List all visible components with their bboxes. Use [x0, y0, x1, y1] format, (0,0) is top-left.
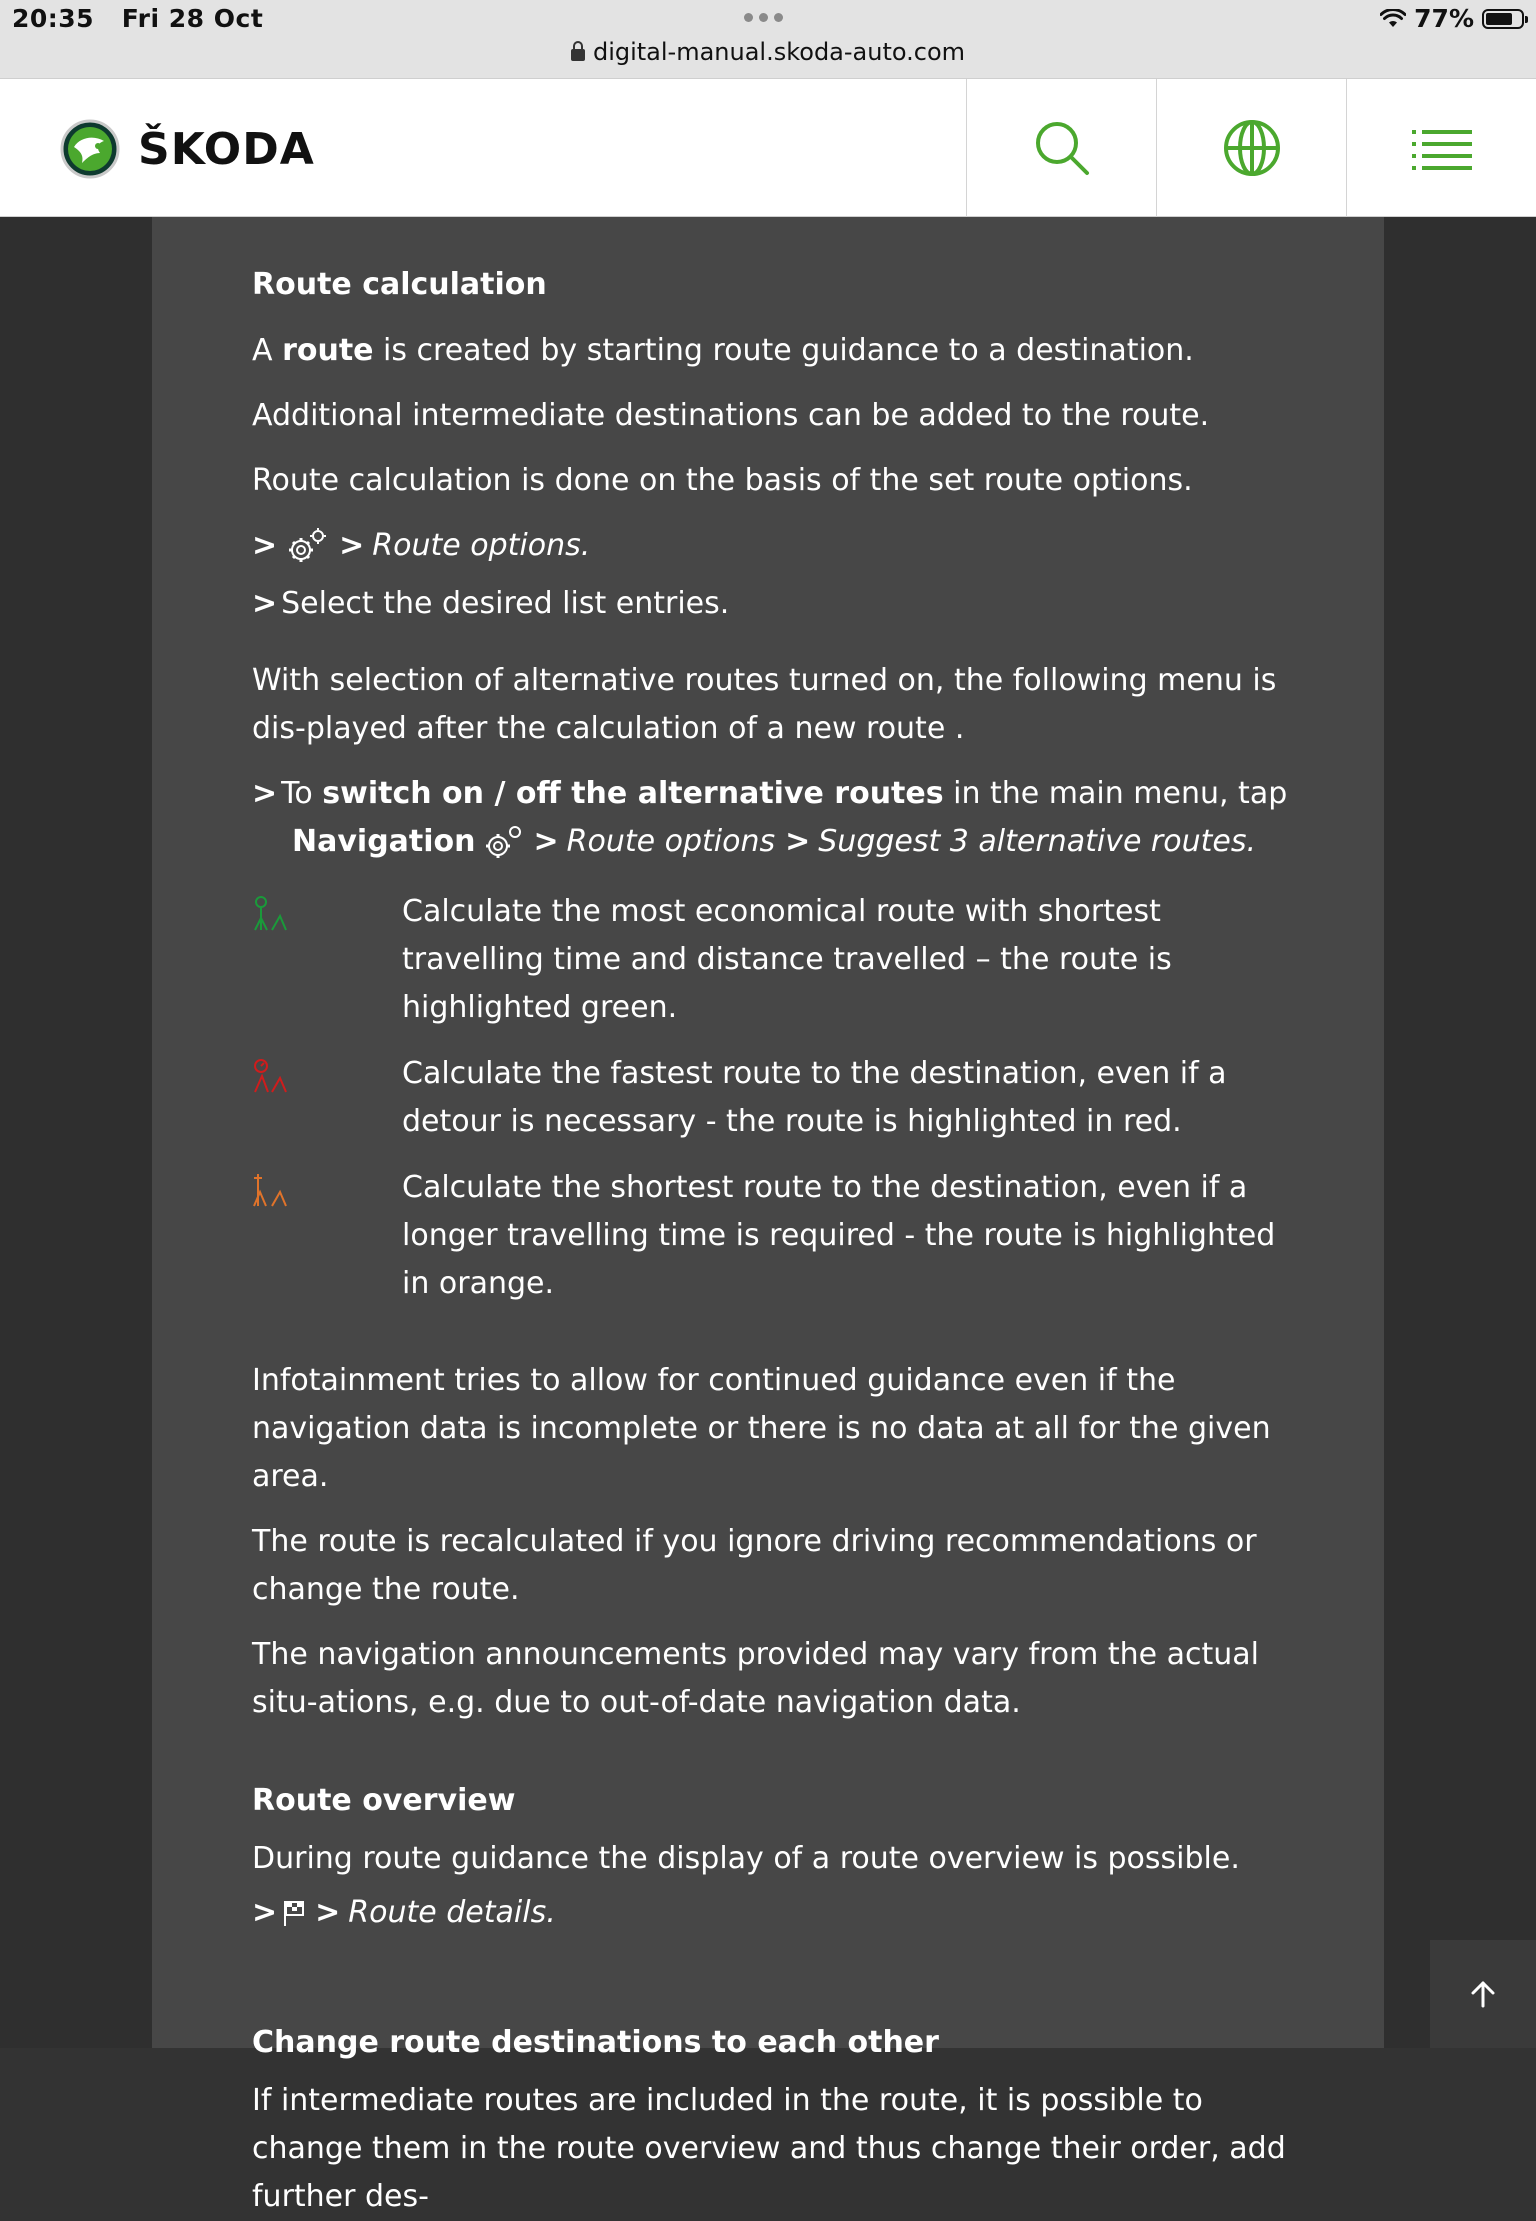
- language-button[interactable]: [1156, 79, 1347, 217]
- address-bar[interactable]: [0, 38, 1536, 66]
- skoda-logo-icon: [60, 119, 120, 179]
- search-button[interactable]: [966, 79, 1157, 217]
- paragraph: Additional intermediate destinations can be added to the route.: [252, 398, 1210, 433]
- multitask-dots[interactable]: [744, 13, 783, 22]
- paragraph: If intermediate routes are included in the route, it is possible to change them in the route overview and thus change their order, add further des-: [252, 2083, 1286, 2214]
- manual-content: [152, 217, 1384, 2214]
- economical-route-icon: [252, 894, 288, 934]
- url-text: digital-manual.skoda-auto.com: [592, 38, 966, 66]
- battery-percent: 77%: [1414, 4, 1474, 33]
- back-to-top-button[interactable]: [1430, 1940, 1536, 2048]
- battery-icon: [1482, 9, 1524, 29]
- route-type-list: [252, 888, 1292, 1308]
- route-text: Calculate the shortest route to the destination, even if a longer travelling time is required - the route is highlighted in orange.: [402, 1170, 1276, 1301]
- route-item-economical: [252, 888, 1292, 1032]
- route-item-fastest: [252, 1050, 1292, 1146]
- paragraph: During route guidance the display of a route overview is possible.: [252, 1841, 1240, 1876]
- page-margin-right: [1384, 217, 1536, 2048]
- brand-name: ŠKODA: [138, 123, 315, 175]
- page-margin-left: [0, 217, 152, 2048]
- step-route-options: > > Route options.: [252, 522, 1292, 570]
- status-right: [1380, 4, 1524, 33]
- route-item-shortest: [252, 1164, 1292, 1308]
- arrow-up-icon: [1468, 1979, 1498, 2009]
- paragraph: The navigation announcements provided may vary from the actual situ-ations, e.g. due to out-of-date navigation data.: [252, 1637, 1260, 1720]
- paragraph: A route is created by starting route guidance to a destination.: [252, 333, 1194, 368]
- heading-route-overview: Route overview: [252, 1783, 516, 1818]
- status-bar: [0, 0, 1536, 78]
- fastest-route-icon: [252, 1056, 288, 1096]
- route-options-link: Route options.: [372, 528, 591, 563]
- site-header: [0, 78, 1536, 217]
- route-text: Calculate the fastest route to the destination, even if a detour is necessary - the route is highlighted in red.: [402, 1056, 1227, 1139]
- search-icon: [1032, 118, 1092, 178]
- paragraph: Infotainment tries to allow for continued guidance even if the navigation data is incomplete or there is no data at all for the given area.: [252, 1363, 1271, 1494]
- lock-icon: [571, 49, 585, 61]
- step-alternative-routes: > To switch on / off the alternative routes in the main menu, tap Navigation > Route options > Suggest 3 alternative routes.: [252, 770, 1292, 866]
- route-text: Calculate the most economical route with shortest travelling time and distance travelled – the route is highlighted green.: [402, 894, 1172, 1025]
- heading-route-calculation: Route calculation: [252, 267, 547, 302]
- settings-icon: [285, 526, 329, 566]
- settings-icon: [482, 822, 526, 862]
- skoda-logo[interactable]: [60, 119, 315, 179]
- menu-button[interactable]: [1346, 79, 1536, 217]
- paragraph: Route calculation is done on the basis of the set route options.: [252, 463, 1193, 498]
- manual-article: [252, 267, 1292, 2221]
- globe-icon: [1222, 118, 1282, 178]
- shortest-route-icon: [252, 1170, 288, 1210]
- paragraph: With selection of alternative routes turned on, the following menu is dis-played after the calculation of a new route .: [252, 663, 1277, 746]
- menu-icon: [1412, 126, 1472, 170]
- step-route-details: > > Route details.: [252, 1895, 556, 1930]
- heading-change-destinations: Change route destinations to each other: [252, 2025, 939, 2060]
- wifi-icon: [1380, 9, 1406, 29]
- status-time: 20:35 Fri 28 Oct: [12, 4, 264, 33]
- step-select-entries: > Select the desired list entries.: [252, 586, 730, 621]
- flag-icon: [281, 1898, 307, 1928]
- paragraph: The route is recalculated if you ignore driving recommendations or change the route.: [252, 1524, 1257, 1607]
